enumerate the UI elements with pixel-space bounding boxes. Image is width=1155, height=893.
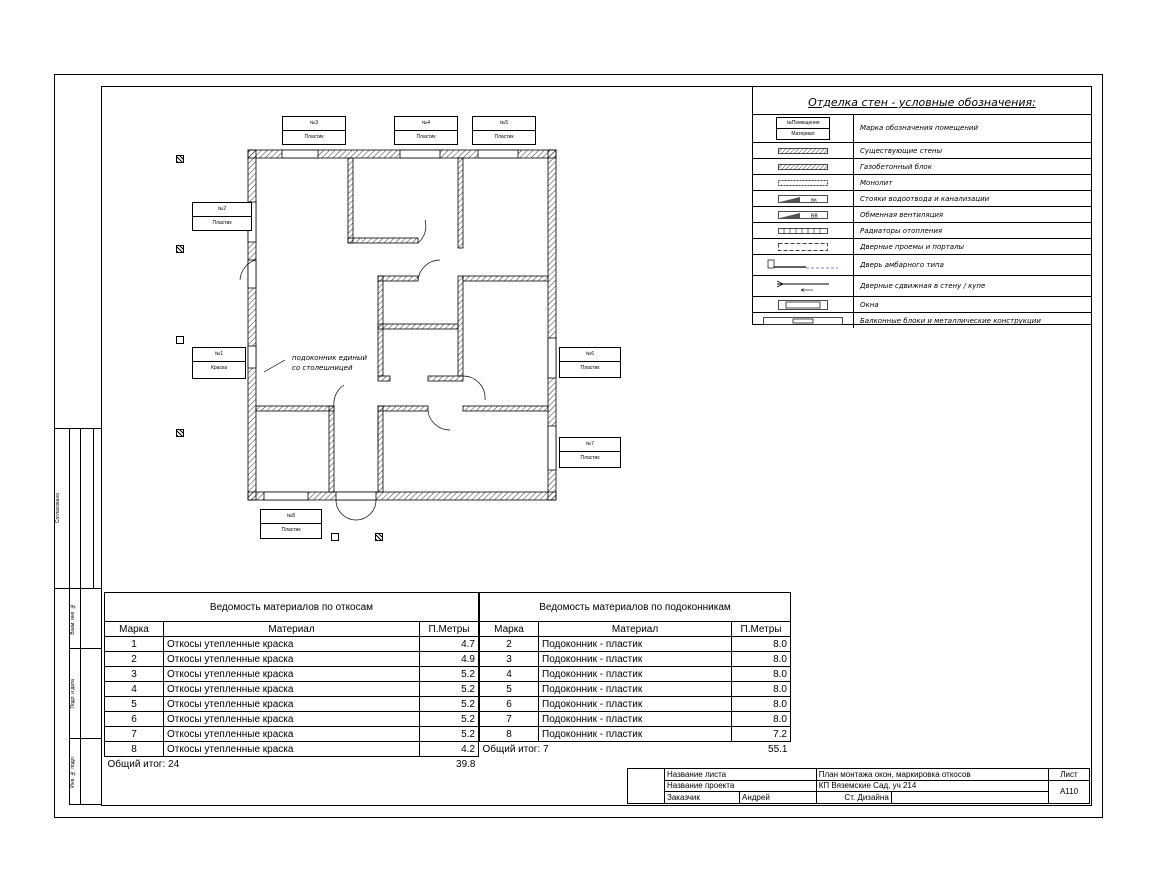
slopes-row: [105, 652, 479, 667]
room-tag-material: Пластик: [281, 527, 301, 533]
slopes-cell-material: Откосы утепленные краска: [164, 697, 420, 712]
legend-panel: [752, 86, 1091, 325]
window-3: [282, 150, 318, 158]
sills-cell-material: Подоконник - пластик: [539, 697, 732, 712]
slopes-row: [105, 667, 479, 682]
monolith-icon: [753, 175, 854, 190]
sills-cell-mark: 5: [480, 682, 539, 697]
slopes-cell-mark: 1: [105, 637, 164, 652]
legend-label: Окна: [860, 300, 879, 309]
riser-symbol: [176, 245, 184, 253]
sign-date-label: Подп. и дата: [70, 678, 76, 709]
wall-int: [458, 158, 463, 248]
legend-label: Дверь амбарного типа: [860, 261, 944, 269]
sills-cell-material: Подоконник - пластик: [539, 652, 732, 667]
slopes-cell-meters: 4.7: [420, 637, 479, 652]
mark-header-top: №Помещения: [777, 118, 829, 129]
legend-label: Обменная вентиляция: [860, 210, 944, 219]
slopes-cell-mark: 3: [105, 667, 164, 682]
room-tag-number: №8: [261, 510, 321, 524]
slopes-row: [105, 727, 479, 742]
room-tag-material: Пластик: [416, 134, 436, 140]
sills-row: [480, 727, 791, 742]
slopes-total-value: 39.8: [456, 758, 476, 770]
slopes-row: [105, 712, 479, 727]
legend-label: Дверные проемы и порталы: [860, 242, 965, 251]
drain-riser-icon: [753, 191, 854, 206]
wall-int: [256, 406, 334, 411]
sills-total-label: Общий итог: 7: [482, 743, 549, 755]
inv-orig-label: Инв. № подл.: [70, 755, 76, 788]
wall-int: [458, 276, 463, 376]
window-4: [400, 150, 440, 158]
room-tag-number: №1: [193, 348, 245, 362]
sills-row: [480, 637, 791, 652]
slopes-cell-mark: 4: [105, 682, 164, 697]
slopes-row: [105, 742, 479, 757]
legend-label: Балконные блоки и металлические конструкции: [860, 316, 1041, 325]
slopes-cell-meters: 4.9: [420, 652, 479, 667]
vent-symbol: [176, 336, 184, 344]
slopes-cell-meters: 5.2: [420, 682, 479, 697]
legend-row: [753, 114, 1091, 143]
slopes-cell-meters: 5.2: [420, 712, 479, 727]
window-icon: [753, 297, 854, 312]
slopes-cell-mark: 5: [105, 697, 164, 712]
window-7: [548, 426, 556, 470]
slopes-cell-meters: 4.2: [420, 742, 479, 757]
legend-label: Дверные сдвижная в стену / купе: [860, 282, 986, 290]
sills-cell-mark: 6: [480, 697, 539, 712]
legend-label: Газобетонный блок: [860, 162, 932, 171]
wall-int: [348, 158, 353, 243]
existing-wall-icon: [753, 143, 854, 158]
slopes-schedule: [104, 592, 479, 771]
riser-symbol: [176, 155, 184, 163]
legend-row: [753, 207, 1091, 223]
room-tag-number: №5: [473, 117, 535, 131]
legend-label: Стояки водоотвода и канализации: [860, 194, 990, 203]
legend-row: [753, 276, 1091, 297]
slopes-cell-mark: 2: [105, 652, 164, 667]
sheet-number: А110: [1049, 780, 1090, 803]
agreed-label: Согласовано: [55, 493, 61, 524]
sills-cell-meters: 7.2: [732, 727, 791, 742]
door-opening-icon: [753, 239, 854, 254]
project-name: КП Вяземские Сад, уч 214: [816, 780, 1048, 792]
sills-schedule: [479, 592, 791, 756]
mark-header-bottom: Материал: [791, 130, 815, 137]
wall-int: [378, 324, 458, 329]
sills-cell-material: Подоконник - пластик: [539, 637, 732, 652]
ventilation-icon: [753, 207, 854, 222]
project-label: Название проекта: [665, 780, 817, 792]
client-label: Заказчик: [665, 792, 740, 804]
slopes-row: [105, 682, 479, 697]
sills-cell-mark: 3: [480, 652, 539, 667]
sills-cell-material: Подоконник - пластик: [539, 682, 732, 697]
room-tag-material: Краска: [210, 365, 228, 371]
sills-row: [480, 667, 791, 682]
annotation-line-2: со столешницей: [292, 364, 353, 372]
sills-total-value: 55.1: [768, 743, 788, 755]
slopes-cell-meters: 5.2: [420, 727, 479, 742]
legend-row: [753, 239, 1091, 255]
sills-col-mark: Марка: [480, 622, 539, 637]
sills-cell-mark: 2: [480, 637, 539, 652]
sills-cell-mark: 4: [480, 667, 539, 682]
vent-symbol: [331, 533, 339, 541]
annotation-line-1: подоконник единый: [292, 354, 367, 362]
aerated-block-icon: [753, 159, 854, 174]
sills-cell-meters: 8.0: [732, 682, 791, 697]
legend-label: Монолит: [860, 178, 893, 187]
window-1: [248, 346, 256, 368]
wall-int: [463, 406, 548, 411]
room-tag-material: Пластик: [494, 134, 514, 140]
legend-label: Марка обозначения помещений: [860, 124, 979, 132]
room-tag: [192, 347, 246, 379]
room-tag: [192, 202, 252, 231]
sills-cell-mark: 8: [480, 727, 539, 742]
window-5: [478, 150, 518, 158]
sills-cell-material: Подоконник - пластик: [539, 712, 732, 727]
legend-title: Отделка стен - условные обозначения:: [753, 86, 1091, 115]
legend-row: [753, 313, 1091, 328]
sheet-name: План монтажа окон, маркировка откосов: [816, 769, 1048, 781]
room-tag-material: Пластик: [580, 365, 600, 371]
legend-row: [753, 143, 1091, 159]
sills-cell-material: Подоконник - пластик: [539, 667, 732, 682]
wall-int: [378, 276, 418, 281]
legend-row: [753, 159, 1091, 175]
inv-replace-label: Взам. инв. №: [70, 602, 76, 635]
drain-riser-text: вк: [811, 197, 817, 203]
room-tag-number: №6: [560, 348, 620, 362]
room-tag: [559, 437, 621, 468]
sills-row: [480, 697, 791, 712]
slopes-col-material: Материал: [164, 622, 420, 637]
wall-int: [329, 406, 334, 492]
legend-row: [753, 255, 1091, 276]
sill-annotation: [292, 353, 367, 373]
room-tag: [472, 116, 536, 145]
barn-door-icon: [753, 255, 854, 275]
side-stamp-strip: [54, 428, 102, 804]
legend-row: [753, 175, 1091, 191]
legend-row: [753, 191, 1091, 207]
window-8: [264, 492, 308, 500]
legend-label: Радиаторы отопления: [860, 226, 943, 235]
client-name: Андрей: [740, 792, 817, 804]
slopes-title: Ведомость материалов по откосам: [105, 593, 479, 622]
wall-int: [378, 376, 390, 381]
slopes-cell-meters: 5.2: [420, 667, 479, 682]
wall-int: [428, 376, 463, 381]
sills-cell-meters: 8.0: [732, 637, 791, 652]
sills-cell-meters: 8.0: [732, 697, 791, 712]
sills-row: [480, 682, 791, 697]
wall-int: [378, 406, 383, 492]
room-tag-number: №3: [283, 117, 345, 131]
wall-int: [348, 238, 418, 243]
room-tag-number: №2: [193, 203, 251, 217]
wall-int: [378, 406, 428, 411]
sills-cell-meters: 8.0: [732, 652, 791, 667]
room-tag: [394, 116, 458, 145]
agreed-cell: [55, 429, 70, 589]
slopes-col-mark: Марка: [105, 622, 164, 637]
sills-cell-material: Подоконник - пластик: [539, 727, 732, 742]
slopes-cell-material: Откосы утепленные краска: [164, 637, 420, 652]
slopes-cell-mark: 6: [105, 712, 164, 727]
floor-plan: [160, 110, 580, 550]
room-tag-material: Пластик: [212, 220, 232, 226]
sheet-label: Лист: [1049, 769, 1090, 781]
radiator-icon: [753, 223, 854, 238]
sills-cell-meters: 8.0: [732, 712, 791, 727]
room-tag: [260, 509, 322, 539]
slopes-cell-mark: 8: [105, 742, 164, 757]
legend-row: [753, 297, 1091, 313]
room-tag-material: Пластик: [580, 455, 600, 461]
slopes-cell-material: Откосы утепленные краска: [164, 727, 420, 742]
sills-row: [480, 712, 791, 727]
slopes-cell-material: Откосы утепленные краска: [164, 682, 420, 697]
sheet-name-label: Название листа: [665, 769, 817, 781]
slopes-total-label: Общий итог: 24: [107, 758, 180, 770]
designer: Ст. Дизайна: [816, 792, 891, 804]
slopes-row: [105, 697, 479, 712]
room-tag: [559, 347, 621, 378]
room-tag-number: №4: [395, 117, 457, 131]
slopes-col-meters: П.Метры: [420, 622, 479, 637]
wall-int: [463, 276, 548, 281]
window-6: [548, 338, 556, 378]
slopes-cell-material: Откосы утепленные краска: [164, 742, 420, 757]
room-tag-material: Пластик: [304, 134, 324, 140]
riser-symbol: [375, 533, 383, 541]
title-block: [627, 768, 1090, 804]
sills-cell-mark: 7: [480, 712, 539, 727]
sills-col-material: Материал: [539, 622, 732, 637]
ventilation-text: ВВ: [811, 213, 818, 219]
slopes-cell-mark: 7: [105, 727, 164, 742]
slopes-cell-material: Откосы утепленные краска: [164, 652, 420, 667]
slopes-cell-material: Откосы утепленные краска: [164, 667, 420, 682]
sills-cell-meters: 8.0: [732, 667, 791, 682]
legend-row: [753, 223, 1091, 239]
legend-label: Существующие стены: [860, 146, 943, 155]
sliding-door-icon: [753, 276, 854, 296]
room-tag-number: №7: [560, 438, 620, 452]
room-mark-icon: [753, 114, 854, 142]
balcony-icon: [753, 313, 854, 328]
room-tag: [282, 116, 346, 145]
riser-symbol: [176, 429, 184, 437]
sills-col-meters: П.Метры: [732, 622, 791, 637]
slopes-row: [105, 637, 479, 652]
sills-title: Ведомость материалов по подоконникам: [480, 593, 791, 622]
slopes-cell-material: Откосы утепленные краска: [164, 712, 420, 727]
sills-row: [480, 652, 791, 667]
slopes-cell-meters: 5.2: [420, 697, 479, 712]
